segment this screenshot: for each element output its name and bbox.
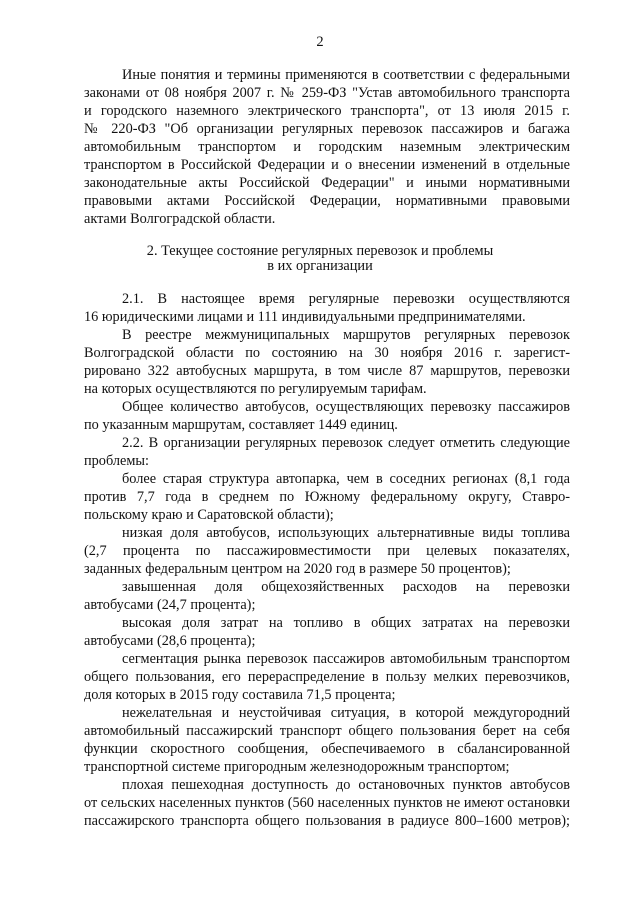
paragraph-line: автомобильным транспортом и городским наземным электрическим xyxy=(84,139,570,155)
problem-line: доля которых в 2015 году составила 71,5 процента; xyxy=(84,687,396,703)
paragraph-line: по указанным маршрутам, составляет 1449 единиц. xyxy=(84,417,398,433)
section-heading-line: 2. Текущее состояние регулярных перевозок и проблемы xyxy=(146,243,494,259)
paragraph-line: правовыми актами Российской Федерации, нормативными правовыми xyxy=(84,193,570,209)
problem-line: сегментация рынка перевозок пассажиров автомобильным транспортом xyxy=(122,651,570,667)
problem-line: плохая пешеходная доступность до остановочных пунктов автобусов xyxy=(122,777,570,793)
paragraph-line: на которых осуществляются по регулируемым тарифам. xyxy=(84,381,427,397)
paragraph-line: 2.2. В организации регулярных перевозок следует отметить следующие xyxy=(122,435,570,451)
problem-line: (2,7 процента по пассажировместимости при целевых показателях, xyxy=(84,543,570,559)
problem-line: высокая доля затрат на топливо в общих затратах на перевозки xyxy=(122,615,570,631)
problem-line: автобусами (24,7 процента); xyxy=(84,597,256,613)
problem-line: транспортной системе пригородным железнодорожным транспортом; xyxy=(84,759,510,775)
problem-line: завышенная доля общехозяйственных расходов на перевозки xyxy=(122,579,570,595)
problem-line: низкая доля автобусов, использующих альтернативные виды топлива xyxy=(122,525,570,541)
paragraph-line: и городского наземного электрического транспорта", от 13 июля 2015 г. xyxy=(84,103,570,119)
paragraph-line: № 220-ФЗ "Об организации регулярных перевозок пассажиров и багажа xyxy=(84,121,570,137)
paragraph-line: рировано 322 автобусных маршрута, в том числе 87 маршрутов, перевозки xyxy=(84,363,570,379)
problem-line: пассажирского транспорта общего пользования в радиусе 800–1600 метров); xyxy=(84,813,570,829)
paragraph-line: транспортом в Российской Федерации и о внесении изменений в отдельные xyxy=(84,157,570,173)
paragraph-line: В реестре межмуниципальных маршрутов регулярных перевозок xyxy=(122,327,570,343)
paragraph-line: актами Волгоградской области. xyxy=(84,211,276,227)
paragraph-line: законами от 08 ноября 2007 г. № 259-ФЗ "Устав автомобильного транспорта xyxy=(84,85,570,101)
paragraph-line: 16 юридическими лицами и 111 индивидуальными предпринимателями. xyxy=(84,309,526,325)
paragraph-line: проблемы: xyxy=(84,453,149,469)
problem-line: польскому краю и Саратовской области); xyxy=(84,507,334,523)
paragraph-line: Иные понятия и термины применяются в соответствии с федеральными xyxy=(122,67,570,83)
page-number: 2 xyxy=(316,34,324,50)
problem-line: функции скоростного сообщения, обеспечиваемого в сбалансированной xyxy=(84,741,570,757)
problem-line: более старая структура автопарка, чем в соседних регионах (8,1 года xyxy=(122,471,570,487)
problem-line: заданных федеральным центром на 2020 год в размере 50 процентов); xyxy=(84,561,511,577)
paragraph-line: Волгоградской области по состоянию на 30 ноября 2016 г. зарегист- xyxy=(84,345,570,361)
problem-line: общего пользования, его перераспределение в пользу мелких перевозчиков, xyxy=(84,669,570,685)
problem-line: автомобильный пассажирский транспорт общего пользования берет на себя xyxy=(84,723,570,739)
problem-line: автобусами (28,6 процента); xyxy=(84,633,256,649)
paragraph-line: законодательные акты Российской Федерации" и иными нормативными xyxy=(84,175,570,191)
problem-line: нежелательная и неустойчивая ситуация, в которой междугородний xyxy=(122,705,570,721)
problem-line: от сельских населенных пунктов (560 населенных пунктов не имеют остановки xyxy=(84,795,570,811)
paragraph-line: 2.1. В настоящее время регулярные перевозки осуществляются xyxy=(122,291,570,307)
paragraph-line: Общее количество автобусов, осуществляющих перевозку пассажиров xyxy=(122,399,570,415)
section-heading-line: в их организации xyxy=(267,258,373,274)
problem-line: против 7,7 года в среднем по Южному федеральному округу, Ставро- xyxy=(84,489,570,505)
